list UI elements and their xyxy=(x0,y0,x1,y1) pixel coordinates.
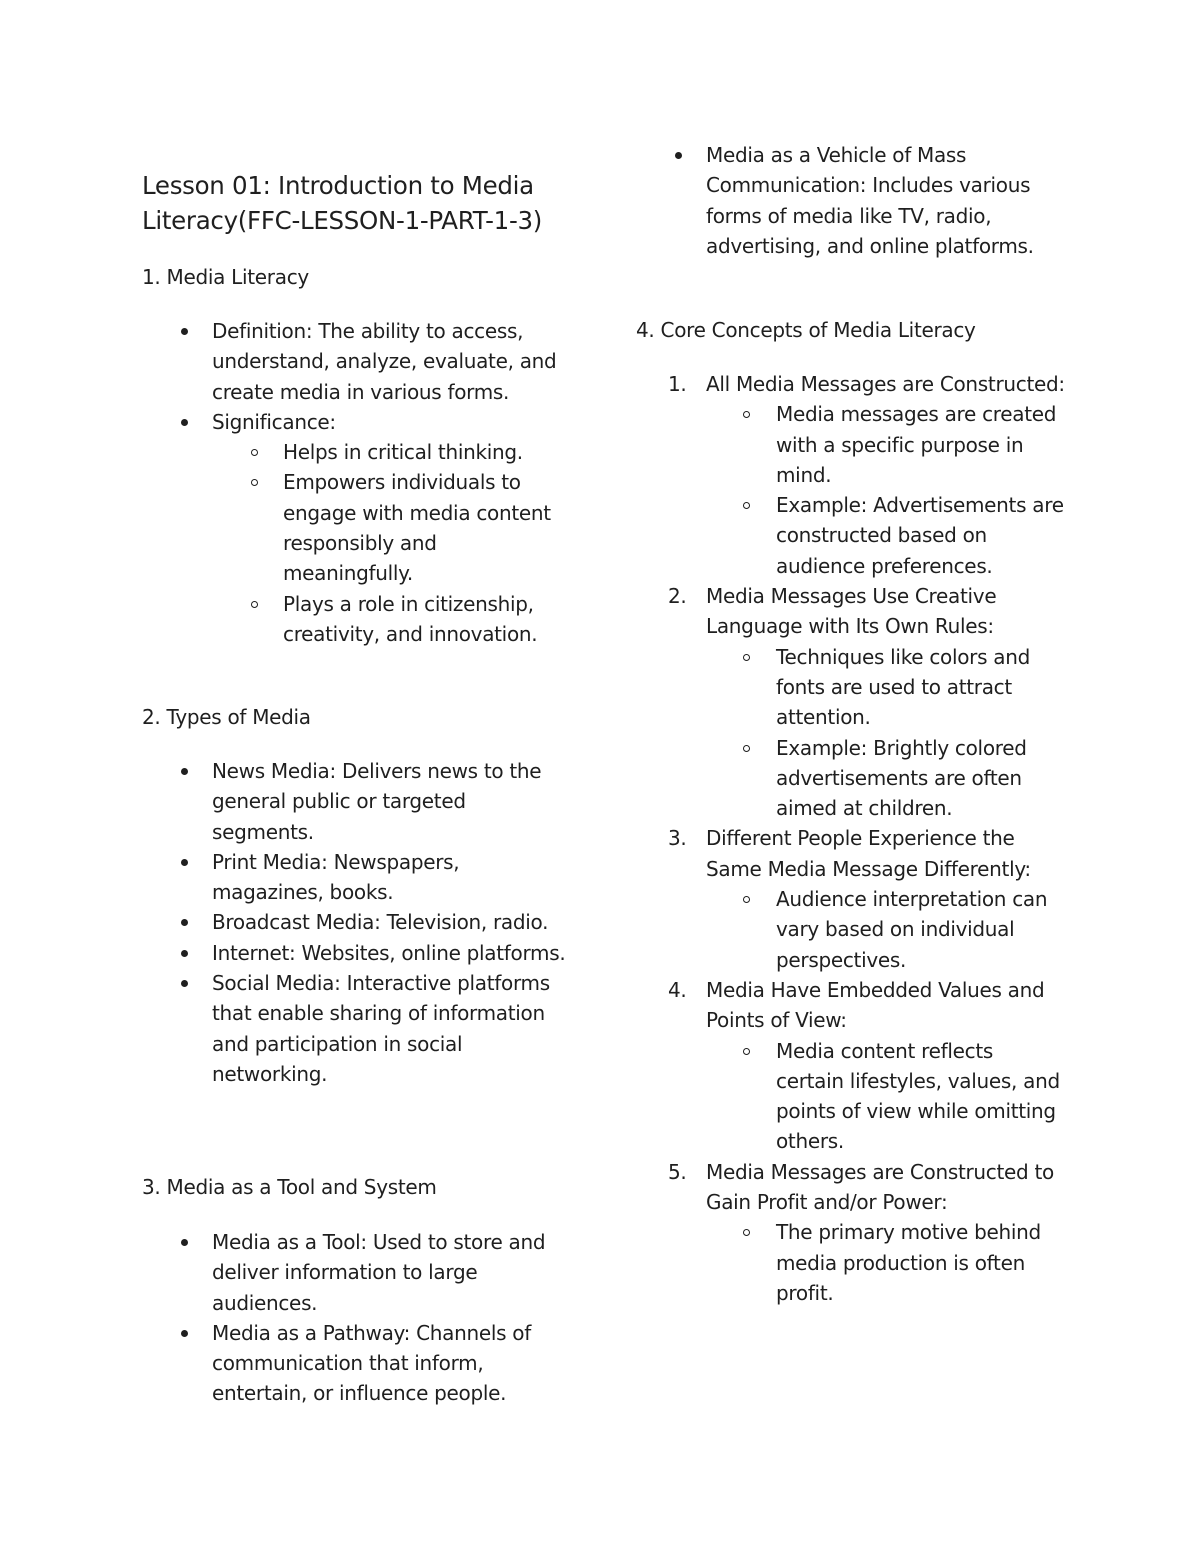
sub-list-item xyxy=(142,437,572,467)
list-item xyxy=(142,968,572,1089)
sub-list-item xyxy=(636,490,1066,581)
list-item xyxy=(142,1318,572,1409)
core-concepts-list xyxy=(636,369,1066,1308)
section-heading-types-of-media: 2. Types of Media xyxy=(142,705,311,729)
sub-list-item xyxy=(636,399,1066,490)
concept-label: Media Have Embedded Values and Points of View: xyxy=(706,977,1045,1033)
section-heading-media-literacy: 1. Media Literacy xyxy=(142,265,309,289)
list-item xyxy=(142,847,572,908)
sub-list-item xyxy=(142,589,572,650)
list-item xyxy=(142,407,572,437)
definition-text: Definition: The ability to access, understand, analyze, evaluate, and create media in various forms. xyxy=(212,319,557,404)
section-heading-tool-and-system: 3. Media as a Tool and System xyxy=(142,1175,437,1199)
tool-and-system-list-continued xyxy=(636,140,1066,261)
concept-point: Media content reflects certain lifestyles, values, and points of view while omitting others. xyxy=(776,1038,1060,1154)
list-item xyxy=(636,140,1066,261)
concept-label: Different People Experience the Same Media Message Differently: xyxy=(706,826,1031,881)
list-item xyxy=(142,938,572,968)
concept-number: 4. xyxy=(668,977,687,1002)
list-item xyxy=(142,316,572,407)
media-type-text: Print Media: Newspapers, magazines, books. xyxy=(212,849,460,905)
concept-point: Techniques like colors and fonts are used to attract attention. xyxy=(776,644,1030,730)
concept-point: Media messages are created with a specific purpose in mind. xyxy=(776,402,1057,487)
significance-point: Empowers individuals to engage with media content responsibly and meaningfully. xyxy=(283,470,551,586)
concept-item xyxy=(636,975,1066,1036)
sub-list-item xyxy=(636,733,1066,824)
concept-point: The primary motive behind media production is often profit. xyxy=(776,1220,1041,1305)
concept-number: 3. xyxy=(668,826,687,851)
tool-system-text: Media as a Tool: Used to store and deliver information to large audiences. xyxy=(212,1230,546,1315)
types-of-media-list xyxy=(142,756,572,1089)
concept-label: All Media Messages are Constructed: xyxy=(706,372,1065,396)
significance-point: Plays a role in citizenship, creativity, and innovation. xyxy=(283,591,538,646)
sub-list-item xyxy=(636,1036,1066,1157)
tool-system-text: Media as a Vehicle of Mass Communication: Includes various forms of media like TV, radio, advertising, and online platforms. xyxy=(706,143,1034,258)
concept-point: Example: Advertisements are constructed based on audience preferences. xyxy=(776,493,1064,578)
media-type-text: Social Media: Interactive platforms that enable sharing of information and participation in social networking. xyxy=(212,971,550,1086)
media-type-text: News Media: Delivers news to the general public or targeted segments. xyxy=(212,759,542,844)
concept-number: 2. xyxy=(668,584,687,609)
concept-point: Example: Brightly colored advertisements are often aimed at children. xyxy=(776,735,1027,821)
page-title: Lesson 01: Introduction to Media Literacy(FFC-LESSON-1-PART-1-3) xyxy=(142,171,543,235)
sub-list-item xyxy=(636,642,1066,733)
sub-list-item xyxy=(636,884,1066,975)
concept-item xyxy=(636,369,1066,399)
concept-item xyxy=(636,823,1066,884)
concept-label: Media Messages Use Creative Language with Its Own Rules: xyxy=(706,584,997,639)
concept-item xyxy=(636,1157,1066,1218)
list-item xyxy=(142,1227,572,1318)
media-literacy-list xyxy=(142,316,572,649)
list-item xyxy=(142,756,572,847)
media-type-text: Internet: Websites, online platforms. xyxy=(212,940,566,965)
tool-system-text: Media as a Pathway: Channels of communication that inform, entertain, or influence people. xyxy=(212,1320,531,1406)
significance-point: Helps in critical thinking. xyxy=(283,440,523,465)
concept-number: 1. xyxy=(668,372,687,396)
sub-list-item xyxy=(636,1217,1066,1308)
sub-list-item xyxy=(142,467,572,588)
media-type-text: Broadcast Media: Television, radio. xyxy=(212,910,549,935)
concept-item xyxy=(636,581,1066,642)
concept-number: 5. xyxy=(668,1159,687,1184)
concept-label: Media Messages are Constructed to Gain Profit and/or Power: xyxy=(706,1159,1054,1215)
concept-point: Audience interpretation can vary based on individual perspectives. xyxy=(776,887,1048,972)
list-item xyxy=(142,907,572,937)
section-heading-core-concepts: 4. Core Concepts of Media Literacy xyxy=(636,318,976,342)
significance-label: Significance: xyxy=(212,409,336,434)
tool-and-system-list xyxy=(142,1227,572,1409)
